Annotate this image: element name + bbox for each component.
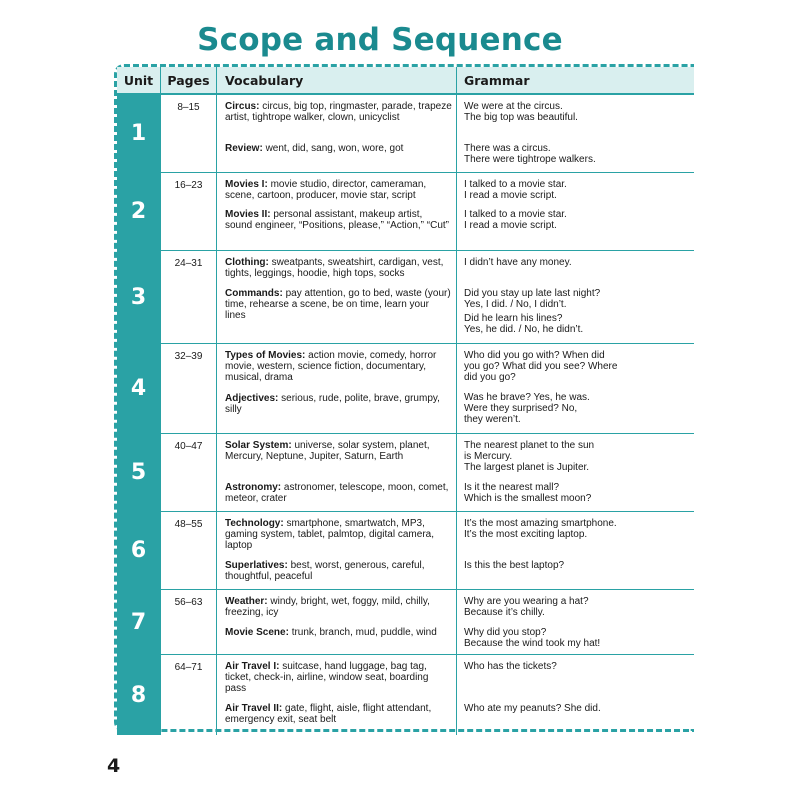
grammar-line: It’s the most amazing smartphone. <box>464 518 617 529</box>
vocabulary-topic: Circus: <box>225 101 260 112</box>
grammar-cell <box>456 173 694 250</box>
vocabulary-entry <box>225 257 452 279</box>
vocabulary-topic: Review: <box>225 143 263 154</box>
table-body <box>117 95 694 735</box>
vocabulary-words: universe, solar system, planet, Mercury, Neptune, Jupiter, Saturn, Earth <box>225 440 430 462</box>
grammar-line: Did you stay up late last night? <box>464 288 601 299</box>
grammar-line: they weren’t. <box>464 414 521 425</box>
grammar-example <box>464 703 690 714</box>
grammar-example <box>464 288 690 310</box>
vocabulary-entry <box>225 518 452 551</box>
header-grammar: Grammar <box>456 67 694 93</box>
unit-number: 2 <box>117 173 160 250</box>
pages-range: 24–31 <box>160 251 216 343</box>
vocabulary-entry <box>225 143 452 154</box>
pages-range: 48–55 <box>160 512 216 589</box>
grammar-example <box>464 518 690 540</box>
vocabulary-words: pay attention, go to bed, waste (your) time, rehearse a scene, be on time, learn your lines <box>225 288 451 321</box>
grammar-line: Who has the tickets? <box>464 661 557 672</box>
grammar-line: Who ate my peanuts? She did. <box>464 703 601 714</box>
grammar-example <box>464 392 690 425</box>
table-row <box>117 434 694 512</box>
grammar-line: The largest planet is Jupiter. <box>464 462 590 473</box>
vocabulary-topic: Superlatives: <box>225 560 288 571</box>
grammar-line: Is it the nearest mall? <box>464 482 560 493</box>
vocabulary-words: sweatpants, sweatshirt, cardigan, vest, tights, leggings, hoodie, high tops, socks <box>225 257 444 279</box>
grammar-line: I talked to a movie star. <box>464 209 567 220</box>
vocabulary-cell <box>216 344 456 433</box>
vocabulary-topic: Adjectives: <box>225 393 279 404</box>
grammar-line: Why did you stop? <box>464 627 547 638</box>
grammar-example <box>464 661 690 672</box>
vocabulary-words: went, did, sang, won, wore, got <box>262 143 404 154</box>
vocabulary-words: best, worst, generous, careful, thoughtful, peaceful <box>225 560 425 582</box>
table-row <box>117 95 694 173</box>
grammar-line: Because it’s chilly. <box>464 607 545 618</box>
table-header <box>117 67 694 95</box>
grammar-line: did you go? <box>464 372 516 383</box>
grammar-example <box>464 482 690 504</box>
grammar-line: I didn’t have any money. <box>464 257 572 268</box>
grammar-example <box>464 101 690 123</box>
grammar-line: The nearest planet to the sun <box>464 440 595 451</box>
grammar-line: Which is the smallest moon? <box>464 493 592 504</box>
vocabulary-topic: Air Travel I: <box>225 661 280 672</box>
vocabulary-entry <box>225 661 452 694</box>
vocabulary-words: trunk, branch, mud, puddle, wind <box>288 627 437 638</box>
unit-number: 5 <box>117 434 160 511</box>
pages-range: 16–23 <box>160 173 216 250</box>
grammar-cell <box>456 344 694 433</box>
vocabulary-topic: Commands: <box>225 288 283 299</box>
pages-range: 56–63 <box>160 590 216 654</box>
table-row <box>117 655 694 735</box>
grammar-line: I talked to a movie star. <box>464 179 567 190</box>
vocabulary-words: action movie, comedy, horror movie, western, science fiction, documentary, musical, drama <box>225 350 437 383</box>
grammar-line: Why are you wearing a hat? <box>464 596 589 607</box>
vocabulary-topic: Clothing: <box>225 257 269 268</box>
vocabulary-words: windy, bright, wet, foggy, mild, chilly, freezing, icy <box>225 596 430 618</box>
grammar-line: Did he learn his lines? <box>464 313 563 324</box>
grammar-line: Is this the best laptop? <box>464 560 565 571</box>
grammar-line: It’s the most exciting laptop. <box>464 529 588 540</box>
vocabulary-words: circus, big top, ringmaster, parade, trapeze artist, tightrope walker, clown, unicyclist <box>225 101 452 123</box>
vocabulary-entry <box>225 596 452 618</box>
vocabulary-entry <box>225 440 452 462</box>
grammar-line: Was he brave? Yes, he was. <box>464 392 590 403</box>
vocabulary-topic: Movies II: <box>225 209 271 220</box>
vocabulary-cell <box>216 95 456 172</box>
grammar-example <box>464 209 690 231</box>
vocabulary-topic: Solar System: <box>225 440 292 451</box>
table-row <box>117 173 694 251</box>
vocabulary-entry <box>225 288 452 321</box>
page-title: Scope and Sequence <box>197 22 563 58</box>
grammar-example <box>464 143 690 165</box>
table-row <box>117 590 694 655</box>
vocabulary-cell <box>216 251 456 343</box>
vocabulary-topic: Air Travel II: <box>225 703 283 714</box>
grammar-cell <box>456 512 694 589</box>
grammar-example <box>464 560 690 571</box>
grammar-example <box>464 257 690 268</box>
grammar-example <box>464 350 690 383</box>
pages-range: 32–39 <box>160 344 216 433</box>
table-row <box>117 344 694 434</box>
scope-sequence-table <box>117 67 694 735</box>
vocabulary-entry <box>225 482 452 504</box>
grammar-line: is Mercury. <box>464 451 513 462</box>
vocabulary-entry <box>225 179 452 201</box>
grammar-line: Because the wind took my hat! <box>464 638 601 649</box>
grammar-example <box>464 179 690 201</box>
grammar-example <box>464 627 690 649</box>
grammar-cell <box>456 251 694 343</box>
grammar-line: I read a movie script. <box>464 190 557 201</box>
grammar-line: you go? What did you see? Where <box>464 361 618 372</box>
vocabulary-entry <box>225 393 452 415</box>
grammar-line: We were at the circus. <box>464 101 563 112</box>
page-number: 4 <box>107 755 121 777</box>
unit-number: 7 <box>117 590 160 654</box>
pages-range: 64–71 <box>160 655 216 735</box>
grammar-example <box>464 440 690 473</box>
table-row <box>117 512 694 590</box>
vocabulary-words: gate, flight, aisle, flight attendant, emergency exit, seat belt <box>225 703 432 725</box>
vocabulary-cell <box>216 512 456 589</box>
grammar-example <box>464 313 690 335</box>
vocabulary-topic: Movies I: <box>225 179 268 190</box>
unit-number: 3 <box>117 251 160 343</box>
grammar-cell <box>456 434 694 511</box>
vocabulary-cell <box>216 590 456 654</box>
grammar-line: There was a circus. <box>464 143 551 154</box>
unit-number: 1 <box>117 95 160 172</box>
unit-number: 4 <box>117 344 160 433</box>
vocabulary-cell <box>216 173 456 250</box>
vocabulary-entry <box>225 209 452 231</box>
grammar-cell <box>456 95 694 172</box>
header-vocabulary: Vocabulary <box>216 67 456 93</box>
vocabulary-entry <box>225 560 452 582</box>
grammar-cell <box>456 655 694 735</box>
grammar-line: Yes, he did. / No, he didn’t. <box>464 324 584 335</box>
vocabulary-topic: Movie Scene: <box>225 627 289 638</box>
grammar-cell <box>456 590 694 654</box>
table-row <box>117 251 694 344</box>
pages-range: 40–47 <box>160 434 216 511</box>
vocabulary-topic: Astronomy: <box>225 482 282 493</box>
vocabulary-entry <box>225 703 452 725</box>
vocabulary-entry <box>225 627 452 638</box>
grammar-line: There were tightrope walkers. <box>464 154 596 165</box>
vocabulary-words: astronomer, telescope, moon, comet, meteor, crater <box>225 482 449 504</box>
vocabulary-words: suitcase, hand luggage, bag tag, ticket, check-in, airline, window seat, boarding pass <box>225 661 429 694</box>
grammar-example <box>464 596 690 618</box>
vocabulary-topic: Weather: <box>225 596 268 607</box>
vocabulary-topic: Types of Movies: <box>225 350 306 361</box>
grammar-line: Were they surprised? No, <box>464 403 578 414</box>
header-pages: Pages <box>160 67 216 93</box>
vocabulary-words: movie studio, director, cameraman, scene, cartoon, producer, movie star, script <box>225 179 427 201</box>
vocabulary-words: serious, rude, polite, brave, grumpy, silly <box>225 393 440 415</box>
grammar-line: The big top was beautiful. <box>464 112 578 123</box>
vocabulary-cell <box>216 655 456 735</box>
vocabulary-topic: Technology: <box>225 518 284 529</box>
vocabulary-cell <box>216 434 456 511</box>
grammar-line: Who did you go with? When did <box>464 350 605 361</box>
vocabulary-words: personal assistant, makeup artist, sound engineer, “Positions, please,” “Action,” “Cut” <box>225 209 449 231</box>
vocabulary-entry <box>225 350 452 383</box>
unit-number: 8 <box>117 655 160 735</box>
vocabulary-words: smartphone, smartwatch, MP3, gaming system, tablet, palmtop, digital camera, laptop <box>225 518 434 551</box>
pages-range: 8–15 <box>160 95 216 172</box>
unit-number: 6 <box>117 512 160 589</box>
vocabulary-entry <box>225 101 452 123</box>
grammar-line: I read a movie script. <box>464 220 557 231</box>
grammar-line: Yes, I did. / No, I didn’t. <box>464 299 567 310</box>
header-unit: Unit <box>123 72 154 88</box>
